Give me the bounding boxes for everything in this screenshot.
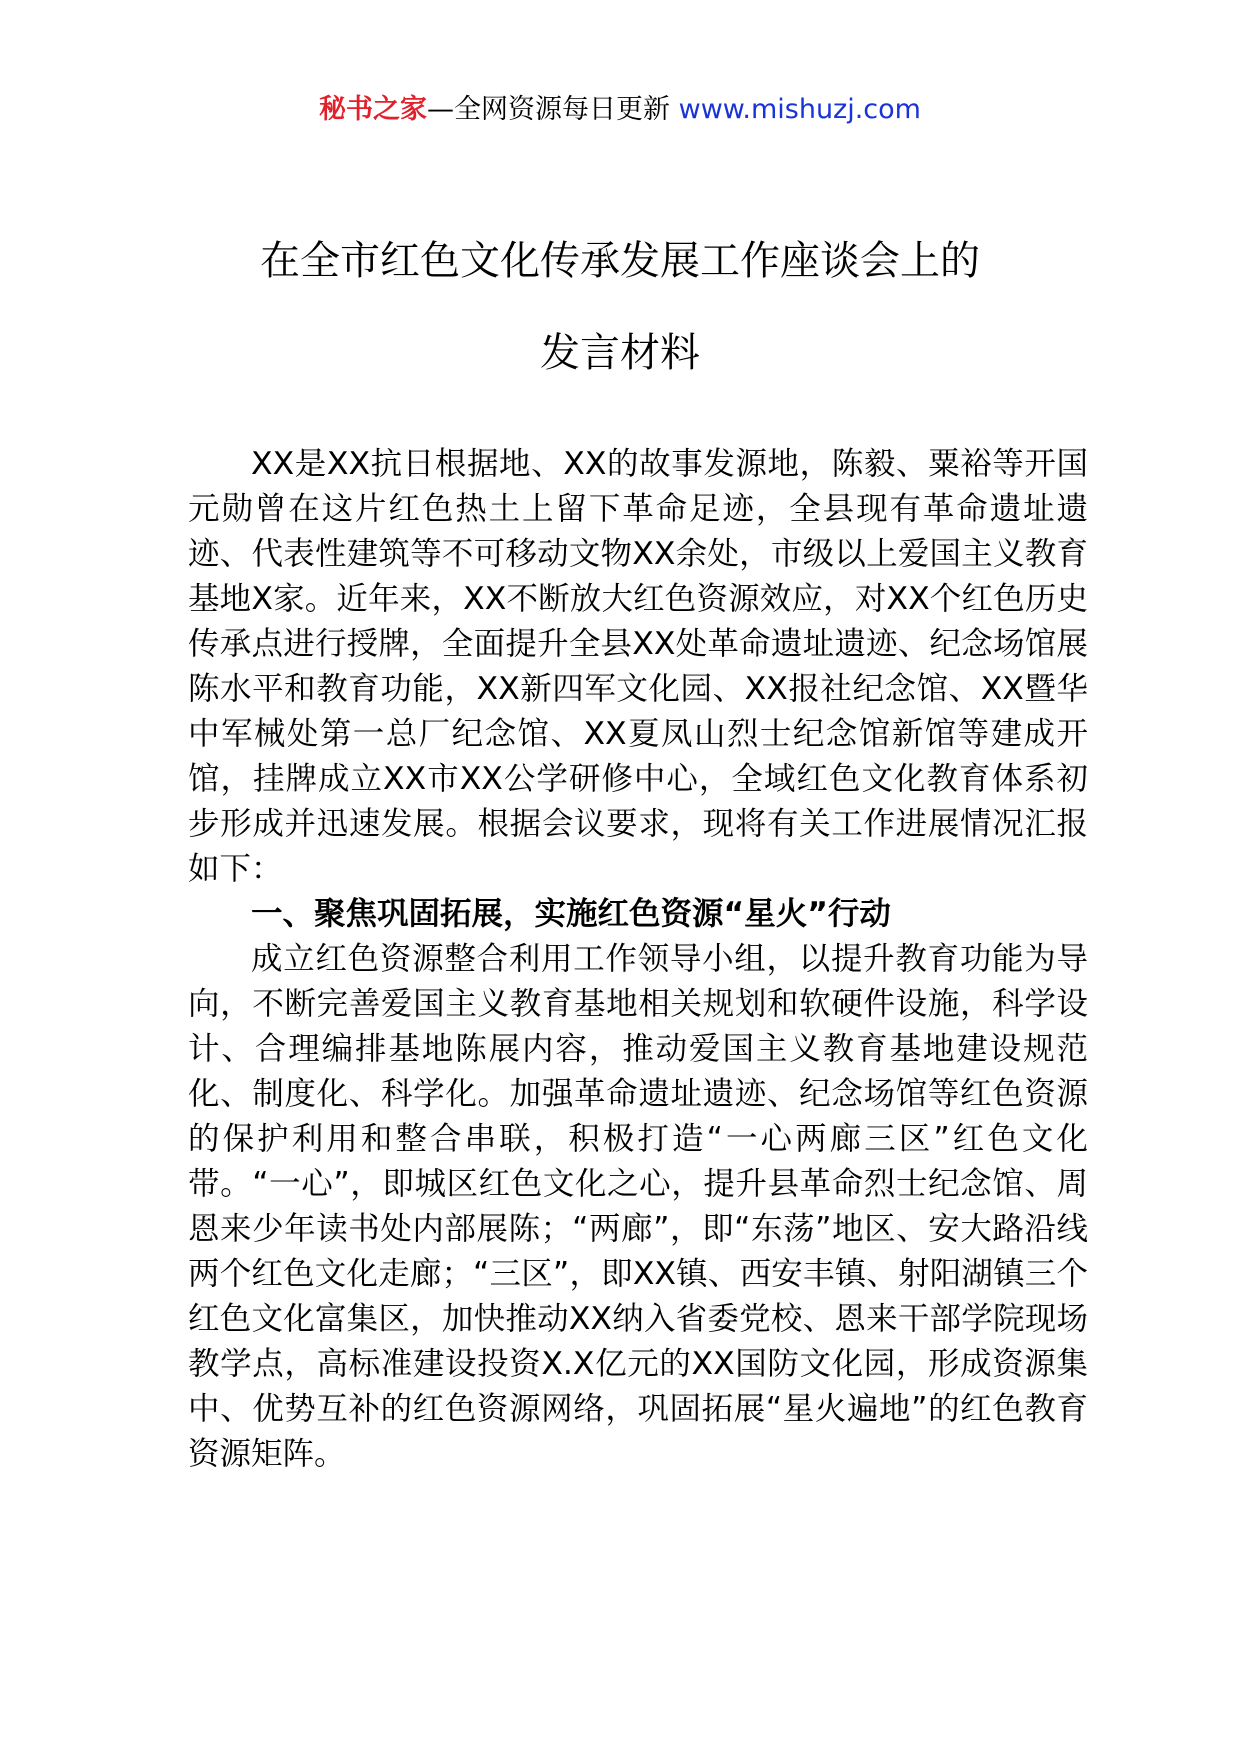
site-tagline: —全网资源每日更新 <box>427 94 679 125</box>
intro-paragraph: XX是XX抗日根据地、XX的故事发源地，陈毅、粟裕等开国元勋曾在这片红色热土上留下革命足迹，全县现有革命遗址遗迹、代表性建筑等不可移动文物XX余处，市级以上爱国主义教育基地X家。近年来，XX不断放大红色资源效应，对XX个红色历史传承点进行授牌，全面提升全县XX处革命遗址遗迹、纪念场馆展陈水平和教育功能，XX新四军文化园、XX报社纪念馆、XX暨华中军械处第一总厂纪念馆、XX夏凤山烈士纪念馆新馆等建成开馆，挂牌成立XX市XX公学研修中心，全域红色文化教育体系初步形成并迅速发展。根据会议要求，现将有关工作进展情况汇报如下： <box>188 446 1088 887</box>
section1-heading: 一、聚焦巩固拓展，实施红色资源“星火”行动 <box>251 896 891 932</box>
site-header <box>0 92 1240 128</box>
document-title-line1: 在全市红色文化传承发展工作座谈会上的 <box>260 238 980 284</box>
document-title-line2: 发言材料 <box>540 330 700 376</box>
section1-paragraph: 成立红色资源整合利用工作领导小组，以提升教育功能为导向，不断完善爱国主义教育基地相关规划和软硬件设施，科学设计、合理编排基地陈展内容，推动爱国主义教育基地建设规范化、制度化、科学化。加强革命遗址遗迹、纪念场馆等红色资源的保护利用和整合串联，积极打造“一心两廊三区”红色文化带。“一心”，即城区红色文化之心，提升县革命烈士纪念馆、周恩来少年读书处内部展陈；“两廊”，即“东荡”地区、安大路沿线两个红色文化走廊；“三区”，即XX镇、西安丰镇、射阳湖镇三个红色文化富集区，加快推动XX纳入省委党校、恩来干部学院现场教学点，高标准建设投资X.X亿元的XX国防文化园，形成资源集中、优势互补的红色资源网络，巩固拓展“星火遍地”的红色教育资源矩阵。 <box>188 941 1088 1472</box>
site-url-link[interactable]: www.mishuzj.com <box>678 94 921 125</box>
site-brand: 秘书之家 <box>319 94 428 125</box>
document-body <box>188 442 1088 1477</box>
